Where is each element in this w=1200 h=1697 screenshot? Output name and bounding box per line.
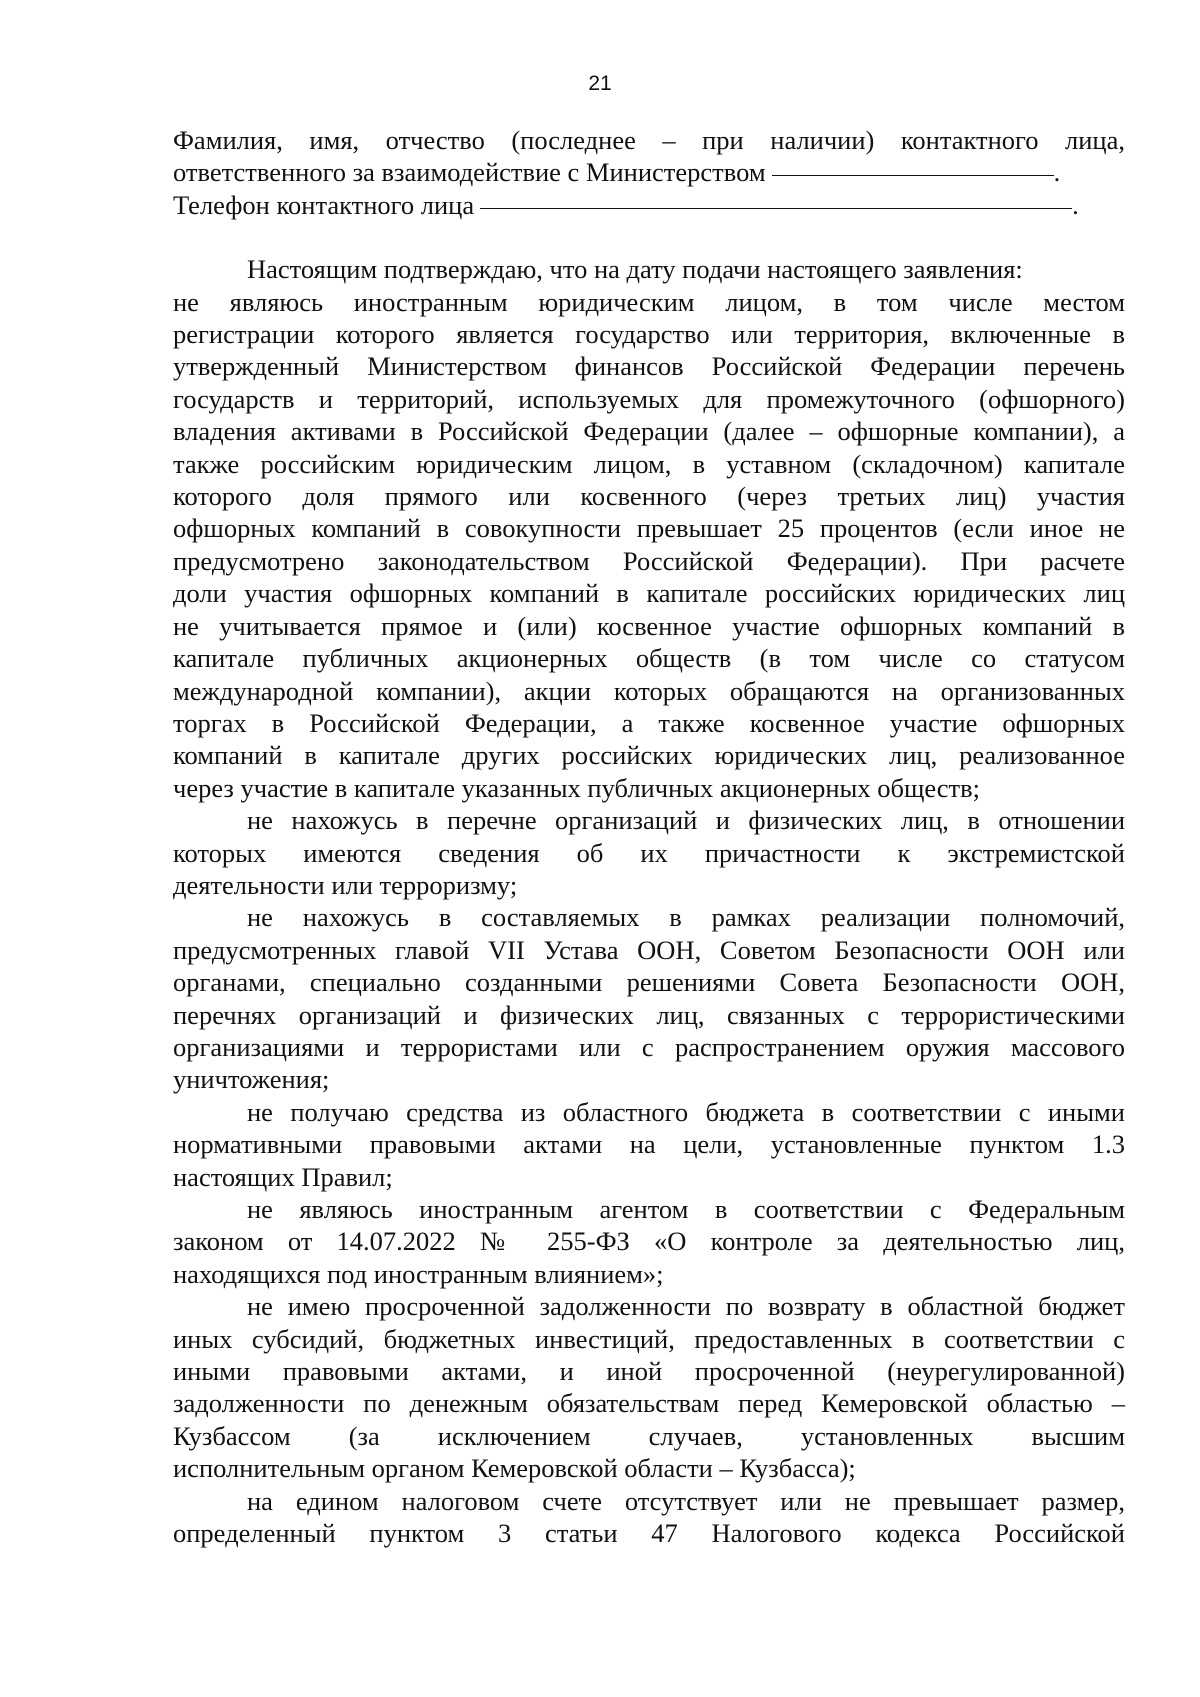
text-line: иными правовыми актами, и иной просроченной (неурегулированной) — [173, 1356, 1125, 1387]
text-line: компаний в капитале других российских юридических лиц, реализованное — [173, 740, 1125, 771]
text-line: организациями и террористами или с распространением оружия массового — [173, 1031, 1125, 1062]
text-line: торгах в Российской Федерации, а также косвенное участие офшорных — [173, 707, 1125, 738]
text-line: нормативными правовыми актами на цели, установленные пунктом 1.3 — [173, 1129, 1125, 1160]
responsible-person-blank — [772, 175, 1054, 176]
text-line: законом от 14.07.2022 № 255-ФЗ «О контроле за деятельностью лиц, — [173, 1226, 1125, 1257]
text-line: перечнях организаций и физических лиц, связанных с террористическими — [173, 999, 1125, 1030]
text-line: не имею просроченной задолженности по возврату в областной бюджет — [247, 1291, 1125, 1322]
text-line: не являюсь иностранным агентом в соответствии с Федеральным — [247, 1194, 1125, 1224]
paragraph-budget-funds — [173, 1096, 1125, 1193]
text-line: международной компании), акции которых обращаются на организованных — [173, 675, 1125, 706]
contact-phone-blank — [480, 208, 1072, 209]
declaration-intro: Настоящим подтверждаю, что на дату подачи настоящего заявления: — [247, 254, 1023, 285]
text-line: которых имеются сведения об их причастности к экстремистской — [173, 837, 1125, 868]
paragraph-tax-account — [173, 1485, 1125, 1550]
text-line: не учитывается прямое и (или) косвенное участие офшорных компаний в — [173, 610, 1125, 641]
paragraph-overdue-debt — [173, 1290, 1125, 1484]
text-line: исполнительным органом Кемеровской области – Кузбасса); — [173, 1453, 856, 1484]
contact-responsible-label: ответственного за взаимодействие с Министерством — [173, 157, 766, 188]
text-line: задолженности по денежным обязательствам перед Кемеровской областью – — [173, 1388, 1125, 1419]
paragraph-offshore — [173, 286, 1125, 805]
text-line: владения активами в Российской Федерации (далее – офшорные компании), а — [173, 416, 1125, 447]
text-line: не нахожусь в составляемых в рамках реализации полномочий, — [247, 902, 1125, 933]
contact-phone-label: Телефон контактного лица — [173, 189, 475, 220]
text-line: также российским юридическим лицом, в уставном (складочном) капитале — [173, 448, 1125, 479]
contact-responsible-end: . — [1053, 157, 1061, 188]
text-line: находящихся под иностранным влиянием»; — [173, 1258, 664, 1289]
text-line: офшорных компаний в совокупности превышает 25 процентов (если иное не — [173, 513, 1125, 544]
page-number: 21 — [588, 72, 612, 95]
text-line: органами, специально созданными решениями Совета Безопасности ООН, — [173, 967, 1125, 998]
text-line: настоящих Правил; — [173, 1161, 393, 1192]
contact-phone-end: . — [1072, 189, 1079, 220]
text-line: уничтожения; — [173, 1064, 330, 1095]
text-line: государств и территорий, используемых для промежуточного (офшорного) — [173, 383, 1125, 414]
text-line: не нахожусь в перечне организаций и физических лиц, в отношении — [247, 805, 1125, 836]
spacer — [173, 221, 1125, 253]
paragraph-foreign-agent — [173, 1193, 1125, 1290]
text-line: определенный пунктом 3 статьи 47 Налогового кодекса Российской — [173, 1518, 1125, 1549]
text-line: которого доля прямого или косвенного (через третьих лиц) участия — [173, 481, 1125, 512]
text-line: через участие в капитале указанных публичных акционерных обществ; — [173, 772, 981, 803]
text-line: утвержденный Министерством финансов Российской Федерации перечень — [173, 351, 1125, 382]
text-line: капитале публичных акционерных обществ (в том числе со статусом — [173, 643, 1125, 674]
text-line: предусмотренных главой VII Устава ООН, Советом Безопасности ООН или — [173, 934, 1125, 965]
document-body — [173, 124, 1125, 1549]
text-line: Кузбассом (за исключением случаев, установленных высшим — [173, 1420, 1125, 1451]
text-line: доли участия офшорных компаний в капитале российских юридических лиц — [173, 578, 1125, 609]
text-line: предусмотрено законодательством Российской Федерации). При расчете — [173, 545, 1125, 576]
text-line: иных субсидий, бюджетных инвестиций, предоставленных в соответствии с — [173, 1323, 1125, 1354]
contact-responsible-line — [173, 156, 1125, 188]
contact-name-line: Фамилия, имя, отчество (последнее – при наличии) контактного лица, — [173, 125, 1125, 155]
text-line: не получаю средства из областного бюджета в соответствии с иными — [247, 1096, 1125, 1127]
text-line: деятельности или терроризму; — [173, 869, 518, 900]
paragraph-extremism — [173, 804, 1125, 901]
text-line: на едином налоговом счете отсутствует или не превышает размер, — [247, 1485, 1125, 1516]
text-line: регистрации которого является государство или территория, включенные в — [173, 319, 1125, 350]
text-line: не являюсь иностранным юридическим лицом, в том числе местом — [173, 286, 1125, 317]
paragraph-un-lists — [173, 901, 1125, 1095]
contact-phone-line — [173, 189, 1125, 221]
